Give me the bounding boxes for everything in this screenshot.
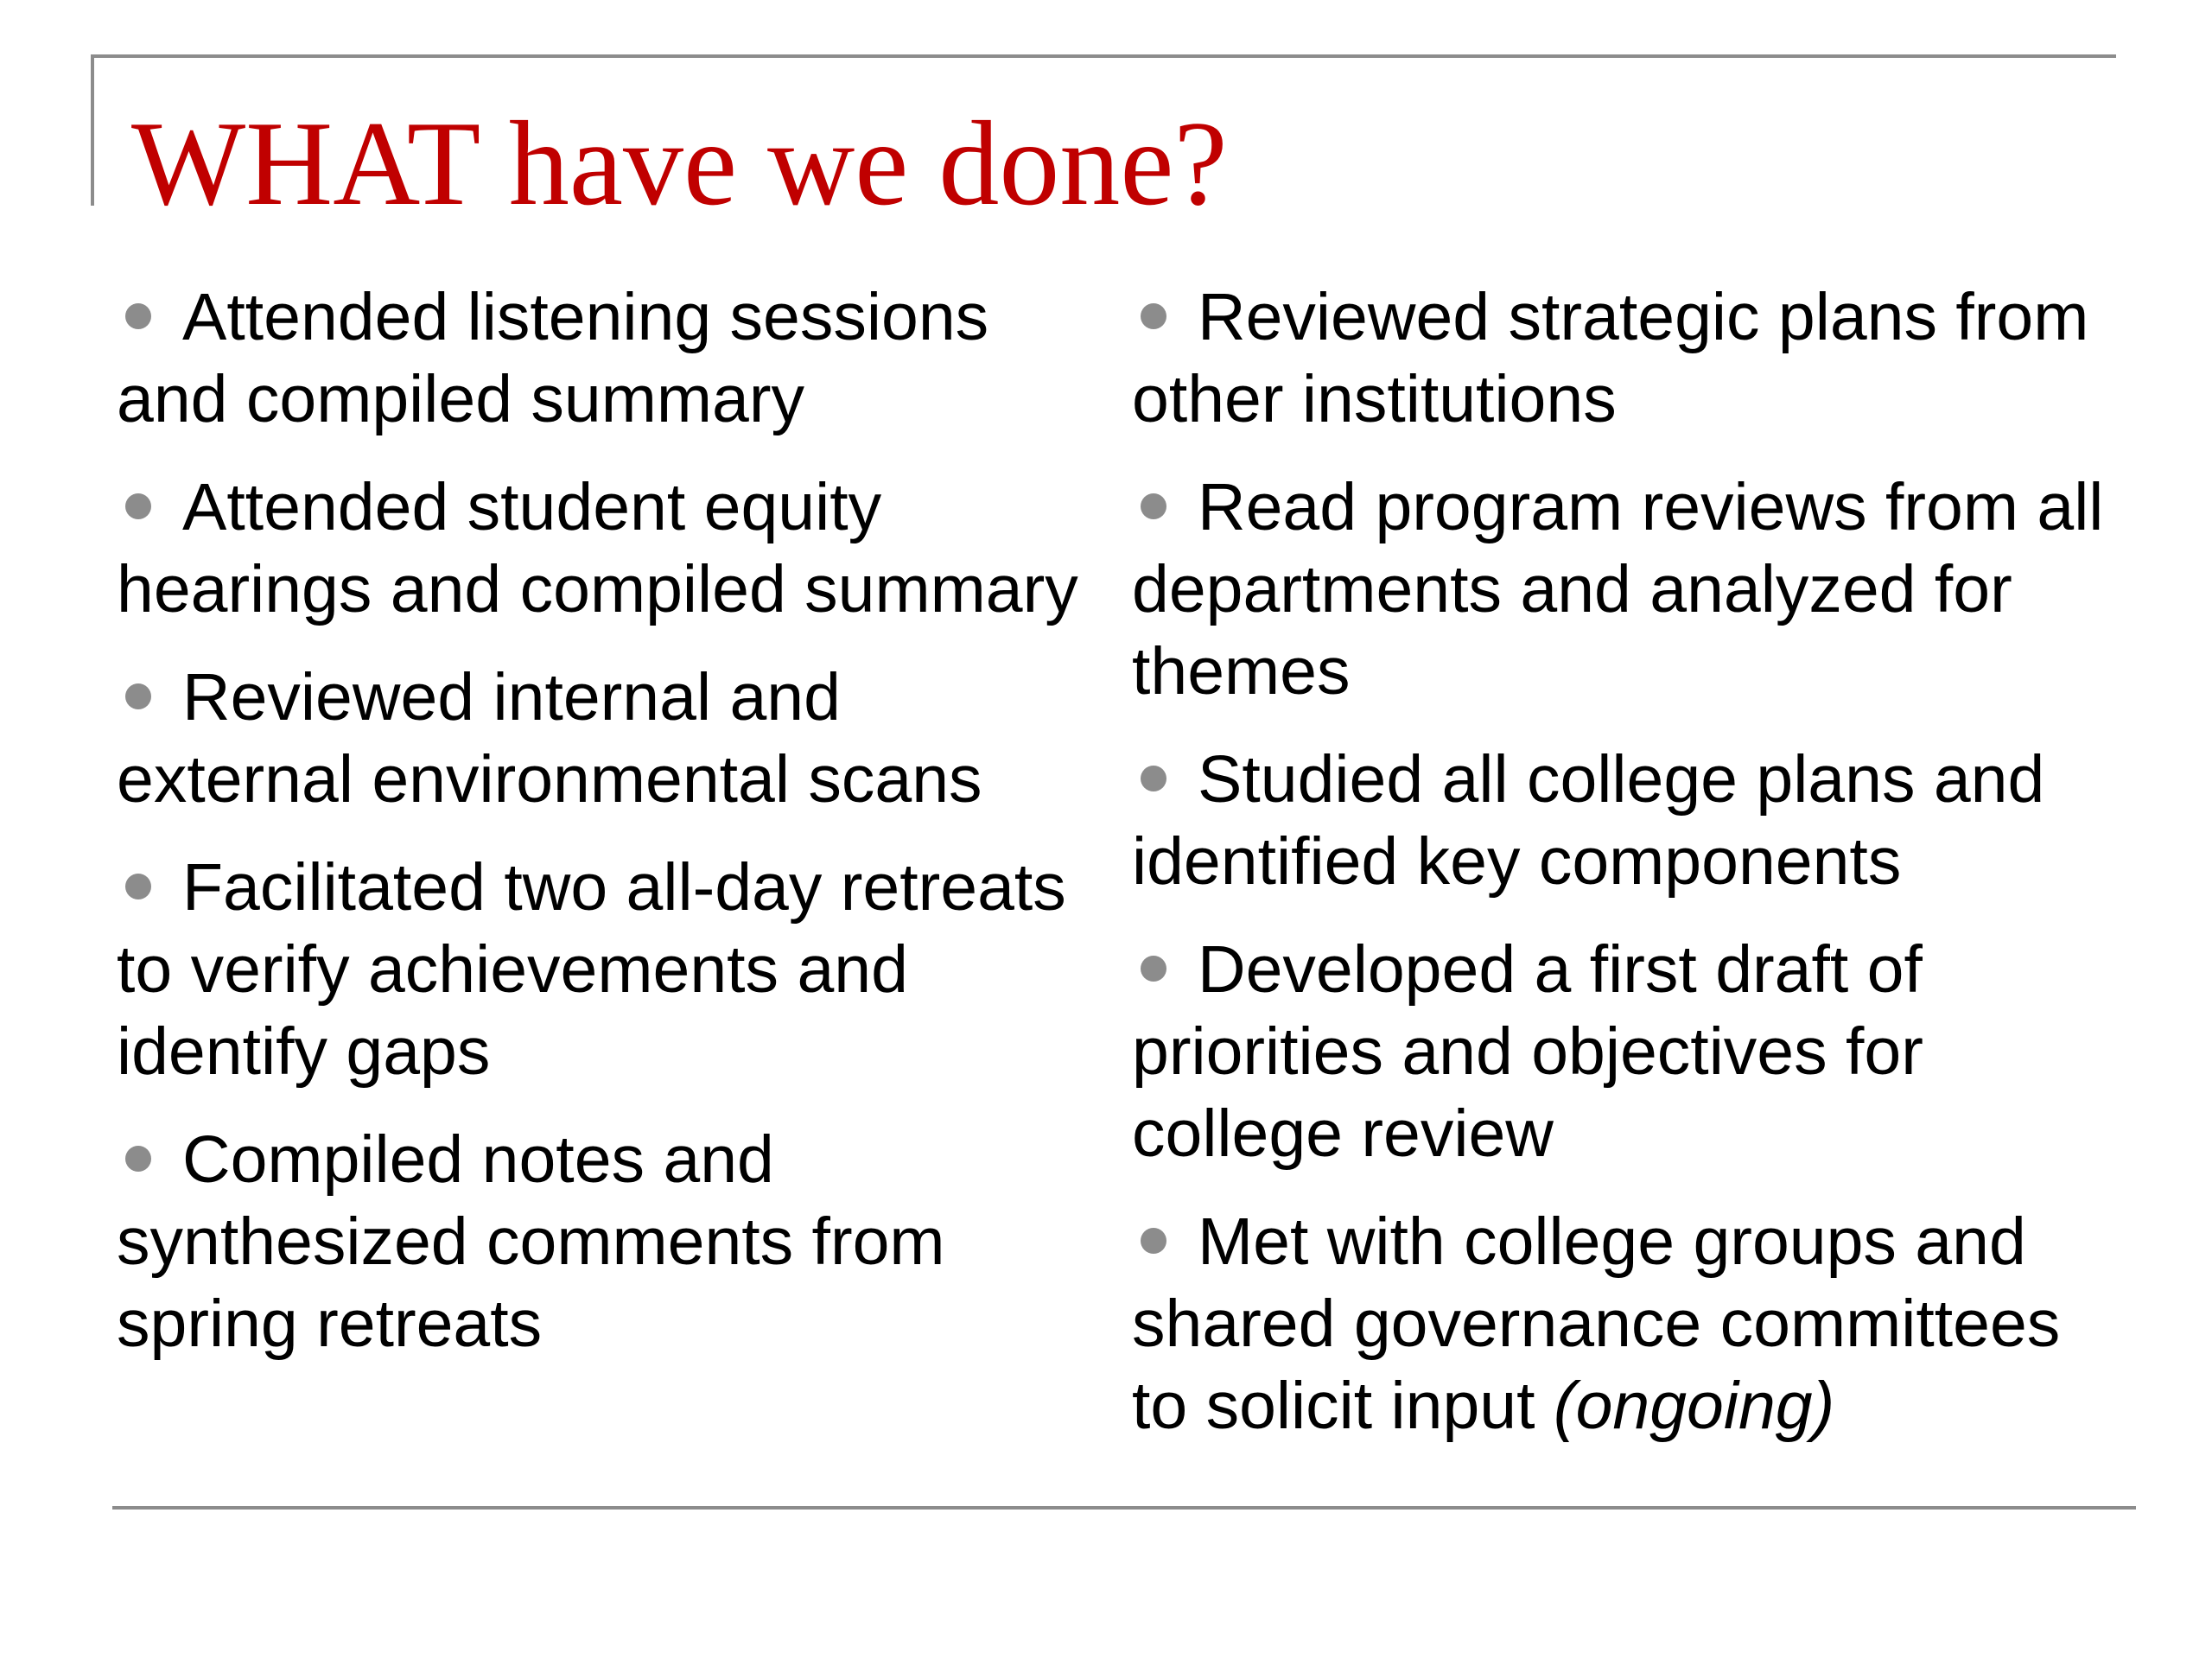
bullet-icon — [1141, 956, 1166, 982]
bullet-icon — [125, 683, 151, 709]
ongoing-note: (ongoing) — [1553, 1369, 1835, 1443]
list-item-text: Attended student equity hearings and compiled summary — [117, 470, 1078, 626]
list-item — [117, 847, 1093, 1093]
bullet-icon — [1141, 303, 1166, 329]
bullet-icon — [1141, 493, 1166, 519]
list-item-text: Developed a first draft of priorities and objectives for college review — [1132, 932, 1923, 1171]
bottom-frame-rule — [112, 1506, 2136, 1510]
list-item-text: Reviewed internal and external environmental scans — [117, 660, 982, 817]
bullet-icon — [125, 874, 151, 899]
slide-title: WHAT have we done? — [131, 97, 1228, 231]
list-item — [1132, 1201, 2117, 1447]
list-item-text: Compiled notes and synthesized comments from spring retreats — [117, 1122, 945, 1361]
list-item — [117, 467, 1093, 631]
list-item — [1132, 739, 2117, 903]
bullet-icon — [1141, 1228, 1166, 1254]
list-item-text: Attended listening sessions and compiled summary — [117, 280, 989, 436]
list-item — [1132, 276, 2117, 441]
bullet-icon — [125, 1146, 151, 1172]
list-item — [117, 657, 1093, 821]
list-item-text: Studied all college plans and identified key components — [1132, 742, 2045, 899]
list-item-text: Met with college groups and shared governance committees to solicit input — [1132, 1205, 2061, 1443]
bullet-icon — [125, 303, 151, 329]
list-item — [117, 276, 1093, 441]
list-item-text: Facilitated two all-day retreats to verify achievements and identify gaps — [117, 850, 1066, 1089]
list-item — [1132, 467, 2117, 713]
left-frame-rule — [91, 54, 94, 206]
list-item — [117, 1119, 1093, 1365]
top-frame-rule — [92, 54, 2116, 58]
bullet-icon — [125, 493, 151, 519]
left-bullet-list — [117, 276, 1093, 1391]
list-item-text: Reviewed strategic plans from other institutions — [1132, 280, 2089, 436]
list-item-text: Read program reviews from all departments and analyzed for themes — [1132, 470, 2104, 709]
bullet-icon — [1141, 766, 1166, 791]
right-bullet-list — [1132, 276, 2117, 1473]
list-item — [1132, 929, 2117, 1175]
